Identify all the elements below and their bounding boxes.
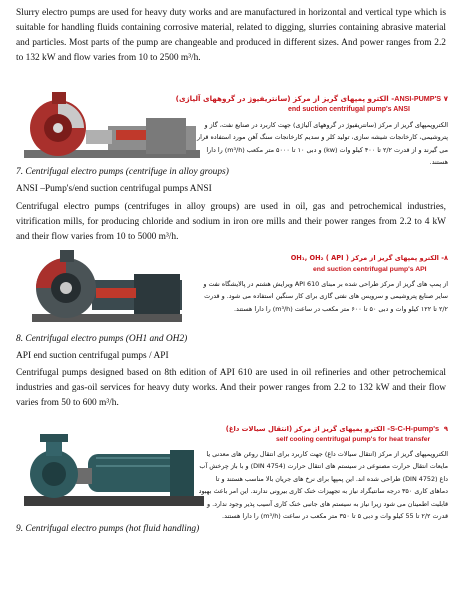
section8-persian-body: از پمپ های گریز از مرکز طراحی شده بر مبنای API 610 ویرایش هشتم در پالایشگاه نفت و سایر صنایع پتروشیمی و سرویس های نفتی گازی برای کار سنگین استفاده می شود. و قدرت ۲/۲ تا ۱۲۲ کیلو وات و دبی ۵۰ تا ۶۰۰ متر مکعب در ساعت (m³/h) را دارا هستند. bbox=[203, 280, 448, 313]
section8-persian-title: ۸- الکترو پمپهای گریز از مرکز ( API ) OH₁, OH₂ bbox=[290, 254, 448, 262]
section7-persian-body: الکتروپمپهای گریز از مرکز (سانتریفیوژ در گروههای آلیاژی) جهت کاربرد در صنایع نفت، گاز و پتروشیمی، کارخانجات شیشه سازی، تولید کلر و سدیم کارخانجات سنگ آهن مورد استفاده قرار می گیرند و از قدرت ۲/۲ تا ۴۰۰ کیلو وات (kw) و دبی ۱۰ تا ۵۰۰۰ متر مکعب (m³/h) را دارا هستند. bbox=[196, 121, 448, 167]
section7-persian-title: ANSI-PUMP'S ۷- الکترو پمپهای گریز از مرکز (سانتریفیوژ در گروههای آلیاژی) bbox=[175, 94, 448, 103]
section9-persian-subtitle: self cooling centrifugal pump's for heat transfer bbox=[276, 436, 431, 443]
section8-heading: 8. Centrifugal electro pumps (OH1 and OH2) bbox=[16, 334, 188, 344]
section8-persian-subtitle: end suction centrifugal pump's API bbox=[313, 266, 427, 273]
api-pump-cutaway-image bbox=[22, 250, 192, 326]
section9-persian-body: الکتروپمپهای گریز از مرکز (انتقال سیالات داغ) جهت کاربرد برای انتقال روغن های معدنی یا مایعات انتقال حرارت مصنوعی در سیستم های انتقال حرارت (DIN 4754) و با باز چرخش آب داغ (DIN 4752) طراحی شده اند. این پمپها برای نرخ های جریان بالا مناسب هستند و تا دماهای کاری ۳۵۰ درجه سانتیگراد نیاز به تجهیزات خنک کاری بیرونی ندارند. این امر باعث بهبود قابلیت اطمینان می شود زیرا نیاز به سیستم های جانبی خنک کاری آسیب پذیر وجود ندارد. و قدرت ۲/۲ تا 55 کیلو وات و دبی ۵ تا ۳۵۰ متر مکعب در ساعت (m³/h) را دارا هستند. bbox=[198, 450, 448, 521]
section8-subheading: API end suction centrifugal pumps / API bbox=[16, 351, 169, 361]
section9-persian-title: S-C-H-pump's ۹- الکترو پمپهای گریز از مرکز (انتقال سیالات داغ) bbox=[225, 424, 448, 433]
section9-heading: 9. Centrifugal electro pumps (hot fluid handling) bbox=[16, 524, 200, 534]
intro-paragraph: Slurry electro pumps are used for heavy duty works and are manufactured in horizontal and vertical type which is suitable for handling fluids containing corrosive material, related to digging, slurries containing abrasive material and particles. Most parts of the pump are changeable and produced in different sizes. And power ranges from 2.2 to 132 kW and flow varies from 10 to 2500 m³/h. bbox=[16, 8, 446, 63]
section8-paragraph: Centrifugal pumps designed based on 8th edition of API 610 are used in oil refineries and other petrochemical industries and gas-oil services for heavy duty works. And their power ranges from 2.2 to 132 kW and their flow varies from 50 to 600 m³/h. bbox=[16, 368, 446, 408]
section7-paragraph: Centrifugal electro pumps (centrifuges in alloy groups) are used in oil, gas and petrochemical industries, vitrification mills, for producing chloride and sodium in iron ore mills and their power ranges from 2.2 to 4 kW and their flow varies from 10 to 5000 m³/h. bbox=[16, 202, 446, 242]
section7-heading: 7. Centrifugal electro pumps (centrifuge in alloy groups) bbox=[16, 167, 229, 177]
hot-fluid-pump-image bbox=[20, 424, 210, 516]
section7-persian-subtitle: end suction centrifugal pump's ANSI bbox=[288, 106, 410, 113]
ansi-pump-cutaway-image bbox=[16, 92, 206, 166]
section7-subheading: ANSI –Pump's/end suction centrifugal pumps ANSI bbox=[16, 184, 212, 194]
